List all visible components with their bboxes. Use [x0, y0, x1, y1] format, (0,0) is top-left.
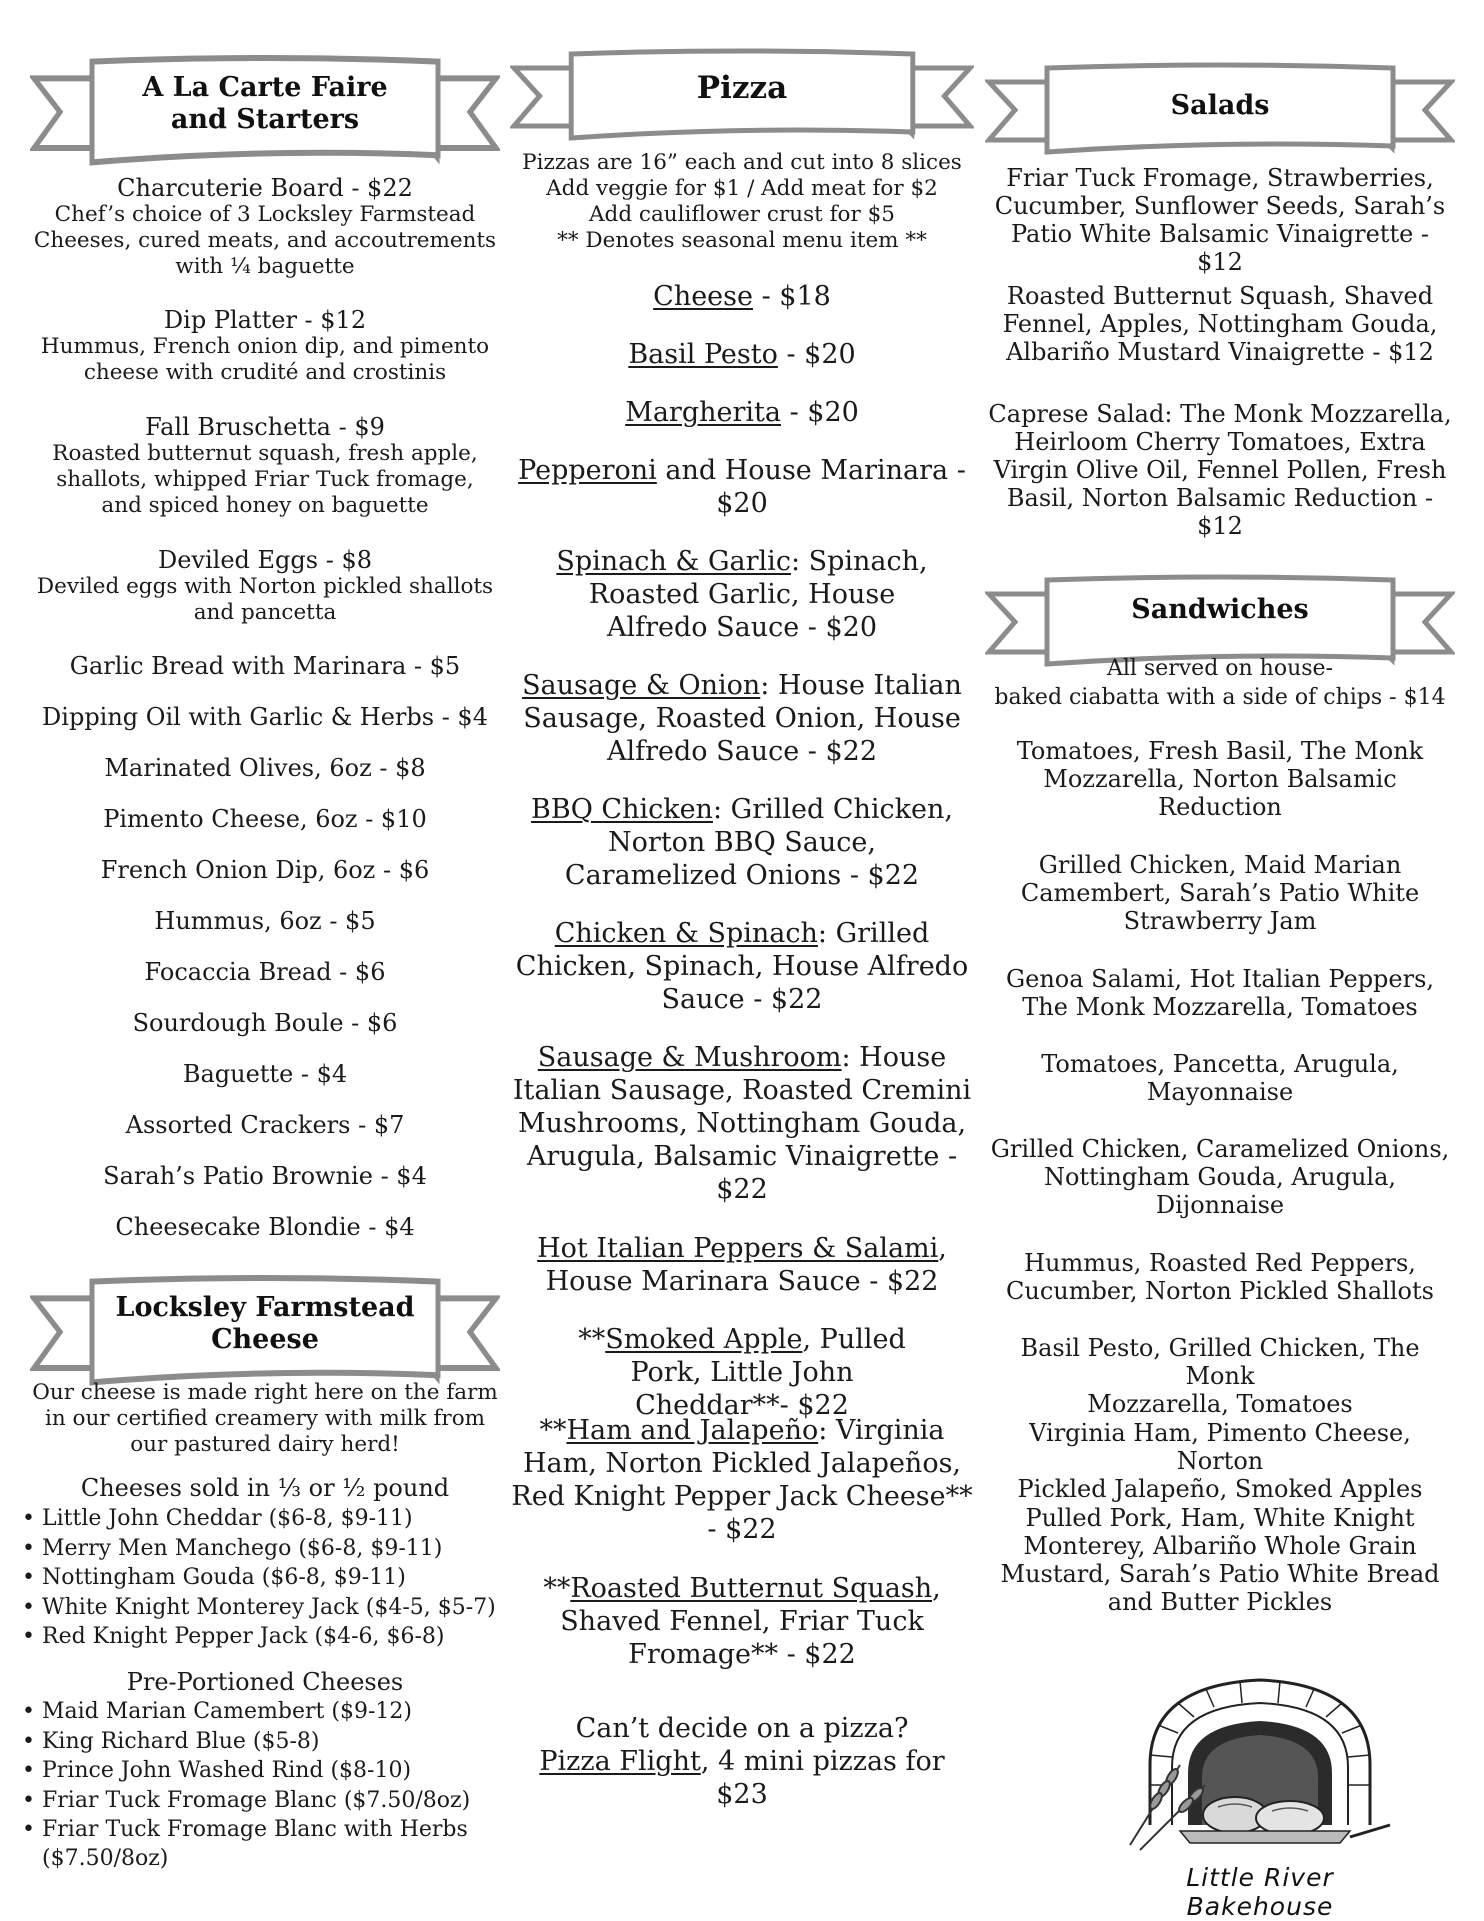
menu-item: Garlic Bread with Marinara - $5	[69, 652, 461, 680]
menu-item: French Onion Dip, 6oz - $6	[100, 856, 430, 884]
pizza-banner	[510, 46, 974, 146]
pizza-item: Cheese - $18	[653, 281, 831, 312]
starters-banner	[30, 52, 500, 172]
starters-title-line1: A La Carte Faire	[142, 72, 388, 103]
sandwich-item: Virginia Ham, Pimento Cheese, Norton Pickled Jalapeño, Smoked Apples	[1017, 1419, 1423, 1503]
menu-item: Dipping Oil with Garlic & Herbs - $4	[42, 703, 488, 731]
pizza-name: Spinach & Garlic	[556, 546, 791, 577]
item-desc-line: Cheeses, cured meats, and accoutrements	[33, 228, 497, 253]
list-item: • Red Knight Pepper Jack ($4-6, $6-8)	[22, 1622, 502, 1652]
sandwich-item: Grilled Chicken, Caramelized Onions, Nottingham Gouda, Arugula, Dijonnaise	[990, 1135, 1450, 1219]
pizza-flight: Can’t decide on a pizza? Pizza Flight, 4 mini pizzas for $23	[510, 1712, 974, 1811]
preportioned-list	[22, 1697, 502, 1845]
menu-item-charcuterie	[30, 174, 500, 280]
item-desc-line: with ¼ baguette	[175, 254, 355, 279]
cheese-intro	[30, 1380, 500, 1458]
pizza-item: Chicken & Spinach: Grilled Chicken, Spinach, House Alfredo Sauce - $22	[515, 918, 969, 1015]
list-item: • Friar Tuck Fromage Blanc with Herbs	[22, 1815, 502, 1845]
cheese-title-line1: Locksley Farmstead	[115, 1292, 415, 1323]
pizza-name: BBQ Chicken	[531, 794, 713, 825]
sandwich-item: Basil Pesto, Grilled Chicken, The Monk Mozzarella, Tomatoes	[1020, 1334, 1420, 1418]
list-item: • Maid Marian Camembert ($9-12)	[22, 1697, 502, 1727]
item-name: Deviled Eggs - $8	[157, 546, 373, 574]
menu-item: Pimento Cheese, 6oz - $10	[103, 805, 427, 833]
item-desc-line: Roasted butternut squash, fresh apple,	[52, 441, 478, 466]
menu-item-dip-platter	[30, 306, 500, 386]
menu-item: Hummus, 6oz - $5	[154, 907, 376, 935]
item-name: Charcuterie Board - $22	[117, 174, 413, 202]
pizza-name: Margherita	[625, 397, 781, 428]
menu-item: Sarah’s Patio Brownie - $4	[103, 1162, 427, 1190]
sandwich-item: Tomatoes, Pancetta, Arugula, Mayonnaise	[1041, 1050, 1399, 1106]
list-item: • King Richard Blue ($5-8)	[22, 1727, 502, 1757]
salad-item: Caprese Salad: The Monk Mozzarella, Heirloom Cherry Tomatoes, Extra Virgin Olive Oil, Fennel Pollen, Fresh Basil, Norton Balsamic Reduction - $12	[988, 400, 1452, 540]
cheese-title-line2: Cheese	[211, 1323, 319, 1355]
list-item: • Friar Tuck Fromage Blanc ($7.50/8oz)	[22, 1786, 502, 1816]
pizza-title: Pizza	[696, 70, 788, 106]
menu-item: Assorted Crackers - $7	[125, 1111, 405, 1139]
sandwich-item: Pulled Pork, Ham, White Knight Monterey, Albariño Whole Grain Mustard, Sarah’s Patio White Bread and Butter Pickles	[1000, 1504, 1440, 1616]
menu-item: Baguette - $4	[182, 1060, 348, 1088]
pizza-flight-name: Pizza Flight	[539, 1746, 701, 1777]
pizza-name: Roasted Butternut Squash	[570, 1573, 933, 1604]
item-desc-line: and spiced honey on baguette	[101, 493, 429, 518]
pizza-intro	[510, 150, 974, 254]
menu-item: Sourdough Boule - $6	[132, 1009, 398, 1037]
pizza-intro-line: Add cauliflower crust for $5	[589, 202, 895, 227]
sandwich-item: Genoa Salami, Hot Italian Peppers, The Monk Mozzarella, Tomatoes	[1005, 965, 1435, 1021]
pizza-intro-line: ** Denotes seasonal menu item **	[557, 228, 927, 253]
salads-title: Salads	[1170, 90, 1270, 121]
salad-item: Friar Tuck Fromage, Strawberries, Cucumber, Sunflower Seeds, Sarah’s Patio White Balsamic Vinaigrette - $12	[994, 164, 1446, 276]
bakehouse-oven-icon	[1110, 1655, 1410, 1855]
sandwich-item: Tomatoes, Fresh Basil, The Monk Mozzarella, Norton Balsamic Reduction	[1016, 737, 1424, 821]
item-name: Dip Platter - $12	[163, 306, 367, 334]
list-item: • Prince John Washed Rind ($8-10)	[22, 1756, 502, 1786]
cheese-intro-line: our pastured dairy herd!	[130, 1432, 400, 1457]
pizza-item: **Roasted Butternut Squash, Shaved Fennel, Friar Tuck Fromage** - $22	[543, 1573, 941, 1670]
item-desc-line: cheese with crudité and crostinis	[83, 360, 447, 385]
pizza-item: Hot Italian Peppers & Salami, House Marinara Sauce - $22	[537, 1233, 947, 1297]
pizza-name: Smoked Apple	[605, 1324, 803, 1355]
list-item: • White Knight Monterey Jack ($4-5, $5-7)	[22, 1593, 502, 1623]
list-item: • Merry Men Manchego ($6-8, $9-11)	[22, 1534, 502, 1564]
menu-item-bruschetta	[30, 413, 500, 519]
item-desc-line: and pancetta	[193, 600, 337, 625]
item-desc-line: Hummus, French onion dip, and pimento	[40, 334, 490, 359]
item-desc-line: Deviled eggs with Norton pickled shallots	[36, 574, 494, 599]
list-item: • Nottingham Gouda ($6-8, $9-11)	[22, 1563, 502, 1593]
salads-banner	[985, 60, 1455, 160]
pizza-item: Pepperoni and House Marinara - $20	[518, 455, 966, 519]
pizza-item: Margherita - $20	[625, 397, 859, 428]
cheese-intro-line: in our certified creamery with milk from	[44, 1406, 486, 1431]
starters-title-line2: and Starters	[170, 103, 360, 135]
menu-item: Cheesecake Blondie - $4	[115, 1213, 415, 1241]
menu-item: Focaccia Bread - $6	[144, 958, 386, 986]
sandwiches-title: Sandwiches	[1131, 594, 1309, 625]
pizza-item: **Smoked Apple, Pulled Pork, Little John Cheddar**- $22	[578, 1324, 906, 1421]
pizza-item: **Ham and Jalapeño: Virginia Ham, Norton Pickled Jalapeños, Red Knight Pepper Jack Cheese** - $22	[511, 1415, 973, 1545]
pizza-name: Basil Pesto	[628, 339, 778, 370]
list-item: • Little John Cheddar ($6-8, $9-11)	[22, 1504, 502, 1534]
pizza-item: Sausage & Onion: House Italian Sausage, Roasted Onion, House Alfredo Sauce - $22	[522, 670, 962, 767]
preportioned-cont: ($7.50/8oz)	[42, 1846, 169, 1871]
pizza-item: Spinach & Garlic: Spinach, Roasted Garlic, House Alfredo Sauce - $20	[556, 546, 928, 643]
item-desc-line: Chef’s choice of 3 Locksley Farmstead	[54, 202, 476, 227]
pizza-name: Sausage & Mushroom	[537, 1042, 842, 1073]
logo-text: Little River Bakehouse	[1186, 1863, 1334, 1921]
sandwich-item: Grilled Chicken, Maid Marian Camembert, Sarah’s Patio White Strawberry Jam	[1020, 851, 1420, 935]
cheese-sold-heading: Cheeses sold in ⅓ or ½ pound	[80, 1474, 450, 1502]
cheese-banner	[30, 1272, 500, 1392]
preportioned-heading: Pre-Portioned Cheeses	[126, 1668, 404, 1696]
sandwiches-intro: All served on house- baked ciabatta with a side of chips - $14	[994, 656, 1446, 710]
pizza-name: Chicken & Spinach	[554, 918, 818, 949]
pizza-intro-line: Pizzas are 16” each and cut into 8 slices	[522, 150, 962, 175]
pizza-intro-line: Add veggie for $1 / Add meat for $2	[546, 176, 938, 201]
sandwich-item: Hummus, Roasted Red Peppers, Cucumber, Norton Pickled Shallots	[1006, 1249, 1434, 1305]
item-desc-line: shallots, whipped Friar Tuck fromage,	[56, 467, 474, 492]
menu-item: Marinated Olives, 6oz - $8	[104, 754, 426, 782]
salad-item: Roasted Butternut Squash, Shaved Fennel, Apples, Nottingham Gouda, Albariño Mustard Vinaigrette - $12	[1002, 282, 1438, 366]
cheese-intro-line: Our cheese is made right here on the farm	[32, 1380, 498, 1405]
pizza-name: Cheese	[653, 281, 753, 312]
bakehouse-logo	[1110, 1655, 1410, 1921]
pizza-item: BBQ Chicken: Grilled Chicken, Norton BBQ Sauce, Caramelized Onions - $22	[531, 794, 953, 891]
pizza-name: Hot Italian Peppers & Salami	[537, 1233, 939, 1264]
item-name: Fall Bruschetta - $9	[145, 413, 385, 441]
cheese-sold-list	[22, 1504, 502, 1652]
pizza-item: Sausage & Mushroom: House Italian Sausage, Roasted Cremini Mushrooms, Nottingham Gouda, Arugula, Balsamic Vinaigrette - $22	[512, 1042, 972, 1205]
pizza-name: Pepperoni	[518, 455, 657, 486]
pizza-name: Sausage & Onion	[522, 670, 761, 701]
pizza-name: Ham and Jalapeño	[566, 1415, 819, 1446]
pizza-flight-question: Can’t decide on a pizza?	[575, 1713, 909, 1744]
pizza-item: Basil Pesto - $20	[628, 339, 856, 370]
menu-item-deviled-eggs	[30, 546, 500, 626]
